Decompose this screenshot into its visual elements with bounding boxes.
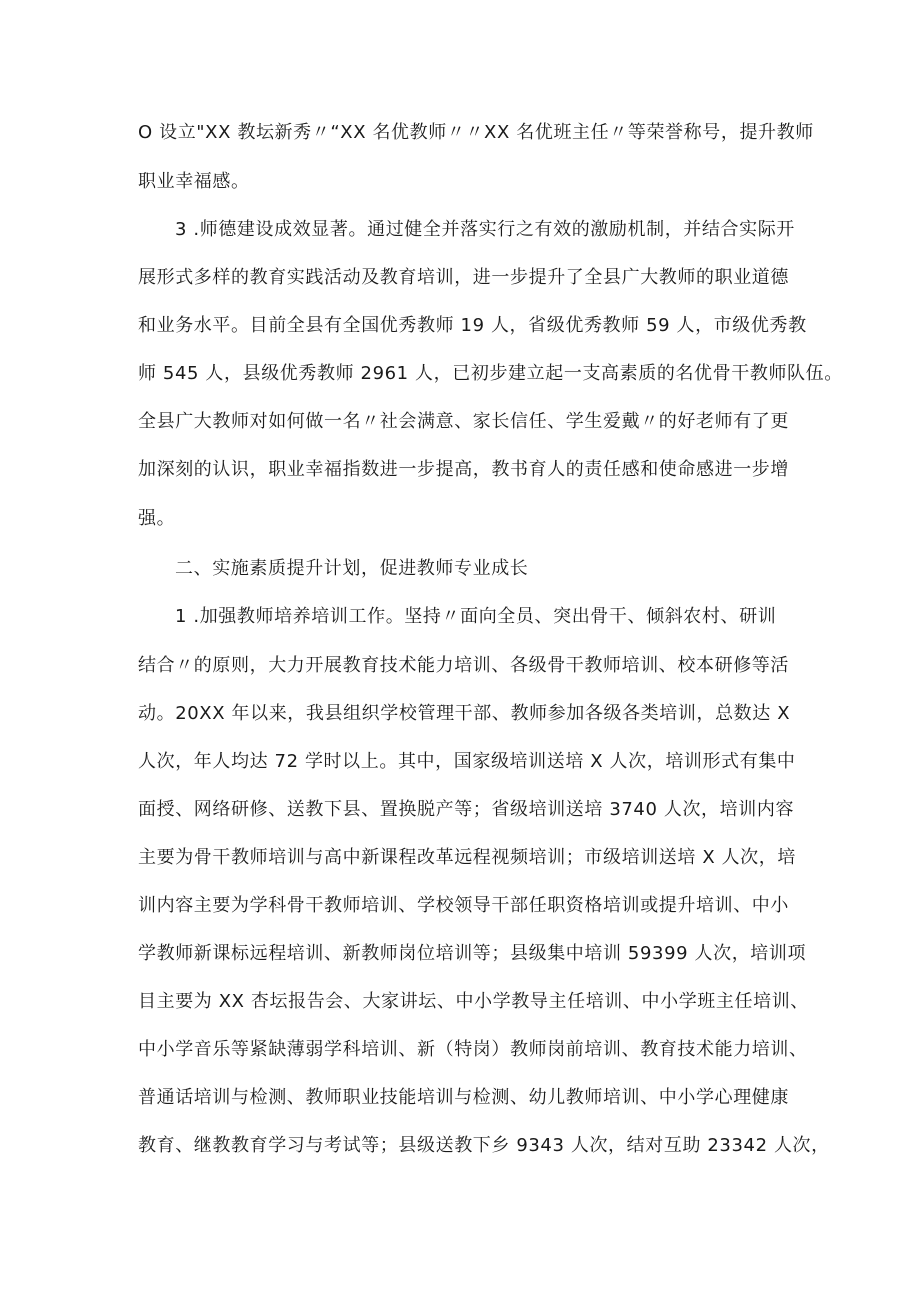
paragraph-1-line-2: 职业幸福感。 [138,171,250,192]
paragraph-2-line-4: 师 545 人，县级优秀教师 2961 人，已初步建立起一支高素质的名优骨干教师队伍。 [138,363,843,384]
paragraph-4-line-4: 人次，年人均达 72 学时以上。其中，国家级培训送培 X 人次，培训形式有集中 [138,751,796,772]
paragraph-4-line-12: 教育、继教教育学习与考试等；县级送教下乡 9343 人次，结对互助 23342 人次， [138,1135,830,1156]
paragraph-2-line-7: 强。 [138,508,176,529]
paragraph-1-line-1: O 设立"XX 教坛新秀〃“XX 名优教师〃〃XX 名优班主任〃等荣誉称号，提升教师 [138,122,814,143]
paragraph-4-line-11: 普通话培训与检测、教师职业技能培训与检测、幼儿教师培训、中小学心理健康 [138,1087,789,1108]
paragraph-4-line-3: 动。20XX 年以来，我县组织学校管理干部、教师参加各级各类培训，总数达 X [138,703,791,724]
paragraph-4-line-2: 结合〃的原则，大力开展教育技术能力培训、各级骨干教师培训、校本研修等活 [138,655,789,676]
paragraph-4-line-1: 1 .加强教师培养培训工作。坚持〃面向全员、突出骨干、倾斜农村、研训 [175,606,777,627]
paragraph-4-line-9: 目主要为 XX 杏坛报告会、大家讲坛、中小学教导主任培训、中小学班主任培训、 [138,991,809,1012]
paragraph-4-line-6: 主要为骨干教师培训与高中新课程改革远程视频培训；市级培训送培 X 人次，培 [138,847,796,868]
paragraph-2-line-5: 全县广大教师对如何做一名〃社会满意、家长信任、学生爱戴〃的好老师有了更 [138,411,789,432]
paragraph-4-line-7: 训内容主要为学科骨干教师培训、学校领导干部任职资格培训或提升培训、中小 [138,895,789,916]
paragraph-4-line-10: 中小学音乐等紧缺薄弱学科培训、新（特岗）教师岗前培训、教育技术能力培训、 [138,1039,808,1060]
paragraph-2-line-6: 加深刻的认识，职业幸福指数进一步提高，教书育人的责任感和使命感进一步增 [138,459,789,480]
section-heading: 二、实施素质提升计划，促进教师专业成长 [175,558,529,579]
paragraph-4-line-5: 面授、网络研修、送教下县、置换脱产等；省级培训送培 3740 人次，培训内容 [138,799,795,820]
paragraph-2-line-3: 和业务水平。目前全县有全国优秀教师 19 人，省级优秀教师 59 人，市级优秀教 [138,315,807,336]
paragraph-4-line-8: 学教师新课标远程培训、新教师岗位培训等；县级集中培训 59399 人次，培训项 [138,943,807,964]
paragraph-2-line-2: 展形式多样的教育实践活动及教育培训，进一步提升了全县广大教师的职业道德 [138,267,789,288]
paragraph-2-line-1: 3 .师德建设成效显著。通过健全并落实行之有效的激励机制，并结合实际开 [175,219,795,240]
